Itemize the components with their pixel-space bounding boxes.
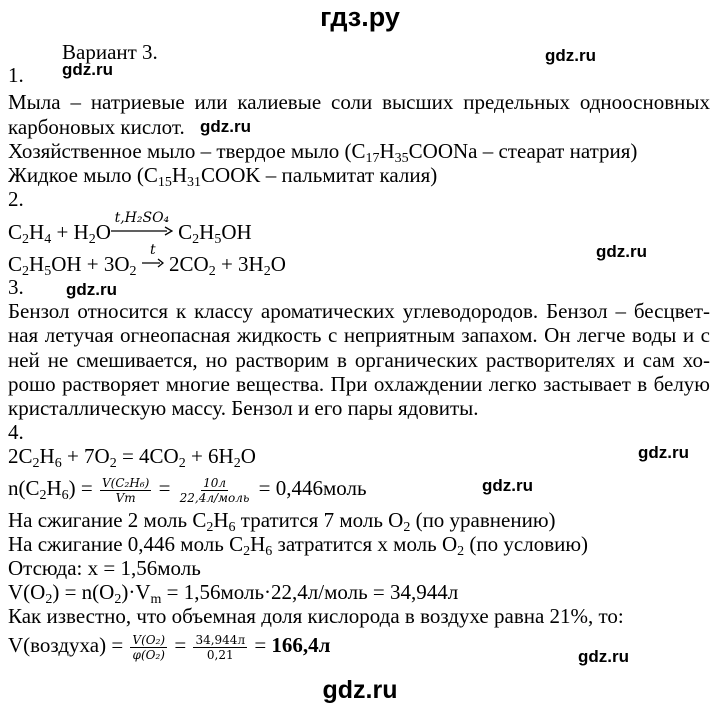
equation-oxygen-volume: $V(O_2) = n(O_2)\cdot V_m$ = 1,56моль·22,4л/моль = 34,944л: [8, 580, 459, 607]
watermark: gdz.ru: [200, 117, 251, 136]
equation-ethene-hydration: $C_2H_4 + H_2O$ t,H₂SO₄ $C_2H_5OH$: [8, 210, 252, 247]
fraction: $\frac{\text{V(C₂H₆)}}{Vm}$: [102, 475, 150, 505]
text-line: На сжигание 0,446 моль $C_2H_6$ затратится x моль $O_2$ (по условию): [8, 532, 589, 559]
watermark: gdz.ru: [62, 60, 113, 79]
fraction: $\frac{\text{V(O₂)}}{\text{φ(O₂)}}$: [132, 632, 166, 662]
watermark: gdz.ru: [638, 443, 689, 462]
watermark: gdz.ru: [578, 647, 629, 666]
text-line: Мыла – натриевые или калиевые соли высших предельных одноосновных: [8, 90, 710, 114]
text-line: Бензол относится к классу ароматических углеводородов. Бензол – бесцвет-: [8, 299, 710, 323]
text-line: Отсюда: x = 1,56моль: [8, 556, 201, 580]
text-line: Жидкое мыло ($C_{15}H_{31}COOK$ – пальмитат калия): [8, 163, 438, 190]
watermark: gdz.ru: [482, 476, 533, 495]
question-number: 3.: [8, 275, 24, 299]
text-line: На сжигание 2 моль $C_2H_6$ тратится 7 моль $O_2$ (по уравнению): [8, 508, 556, 535]
text-line: Хозяйственное мыло – твердое мыло ($C_{17}H_{35}COONa$ – стеарат натрия): [8, 139, 638, 166]
variant-heading: Вариант 3.: [62, 40, 158, 64]
fraction: $\frac{10л}{\text{22,4л/моль}}$: [179, 475, 250, 505]
text-line: Как известно, что объемная доля кислорода в воздухе равна 21%, то:: [8, 604, 624, 628]
equation-moles-ethane: $n(C_2H_6)$ = $\frac{\text{V(C₂H₆)}}{Vm}$ = $\frac{10л}{\text{22,4л/моль}}$ = 0,446моль: [8, 475, 367, 505]
site-title: гдз.ру: [320, 2, 400, 32]
watermark-footer: gdz.ru: [322, 676, 398, 704]
reaction-arrow: t: [142, 252, 164, 276]
equation-air-volume: V(воздуха) = $\frac{\text{V(O₂)}}{\text{φ(O₂)}}$ = $\frac{34,944л}{0,21}$ = 166,4л: [8, 632, 331, 662]
text-line: кристаллическую массу. Бензол и его пары ядовиты.: [8, 396, 479, 420]
question-number: 1.: [8, 63, 24, 87]
question-number: 2.: [8, 187, 24, 211]
text-line: рошо растворяет многие вещества. При охлаждении легко застывает в белую: [8, 372, 710, 396]
equation-ethane-combustion: $2C_2H_6 + 7O_2 = 4CO_2 + 6H_2O$: [8, 444, 256, 471]
watermark: gdz.ru: [545, 46, 596, 65]
text-line: карбоновых кислот.: [8, 115, 185, 139]
final-answer: 166,4л: [271, 633, 331, 657]
text-line: ней не смешивается, но растворим в органических растворителях и сам хо-: [8, 348, 710, 372]
reaction-arrow: t,H₂SO₄: [111, 220, 173, 244]
fraction: $\frac{34,944л}{0,21}$: [195, 632, 246, 662]
equation-ethanol-combustion: $C_2H_5OH + 3O_2$ t $2CO_2 + 3H_2O$: [8, 242, 286, 279]
question-number: 4.: [8, 420, 24, 444]
watermark: gdz.ru: [596, 242, 647, 261]
text-line: ная летучая огнеопасная жидкость с неприятным запахом. Он легче воды и с: [8, 323, 710, 347]
watermark: gdz.ru: [66, 280, 117, 299]
